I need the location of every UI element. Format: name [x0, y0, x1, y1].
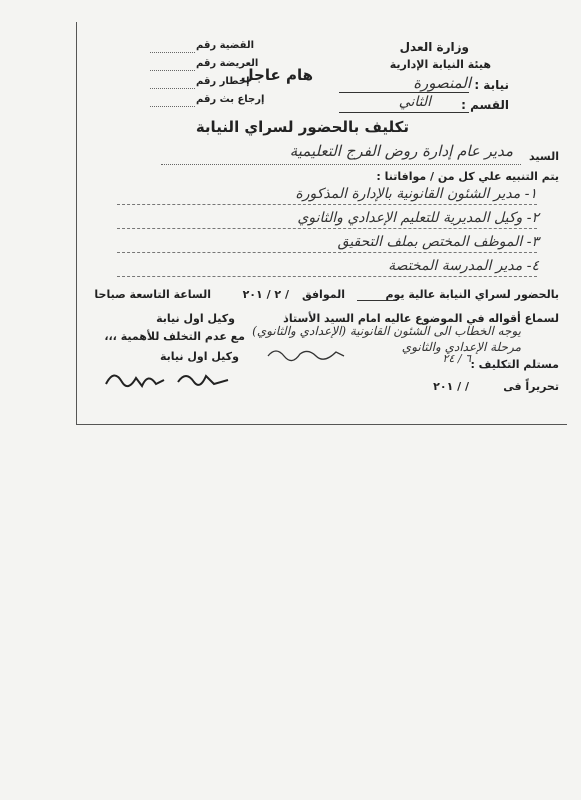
- signal-number-line: [150, 106, 195, 107]
- receiver-signature: [266, 344, 346, 368]
- addressee-label: السيد: [529, 150, 559, 163]
- attendance-time: الساعة التاسعة صباحا: [94, 288, 211, 301]
- urgent-label: هام عاجل: [240, 66, 313, 84]
- list-item-line: [117, 204, 537, 205]
- petition-number-line: [150, 70, 195, 71]
- attendance-text: بالحضور لسراي النيابة عالية يوم: [385, 288, 559, 301]
- attendance-agreed: الموافق: [301, 288, 345, 301]
- list-item: ٣- الموظف المختص بملف التحقيق: [337, 234, 539, 250]
- list-item-line: [117, 228, 537, 229]
- list-item-line: [117, 276, 537, 277]
- notice-number-label: إخطار رقم: [196, 76, 250, 87]
- section-line: [339, 112, 469, 113]
- prosecution-line: [339, 92, 469, 93]
- instruction-text: يتم التنبيه علي كل من / موافاتنا :: [376, 170, 559, 183]
- receiver-label: مستلم التكليف :: [470, 358, 559, 371]
- attendance-day-line: [357, 300, 397, 301]
- ministry-name: وزارة العدل: [399, 40, 469, 54]
- prosecution-label: نيابة :: [474, 78, 509, 92]
- addressee-line: [161, 164, 521, 165]
- hearing-text: لسماع أقواله في الموضوع عاليه امام السيد الأستاذ: [283, 312, 559, 325]
- section-label: القسم :: [461, 98, 509, 112]
- written-label: تحريراً فى: [503, 380, 559, 393]
- document-title: تكليف بالحضور لسراي النيابة: [195, 118, 409, 136]
- prosecution-value: المنصورة: [413, 74, 471, 92]
- prosecutor-signature: [102, 362, 232, 400]
- addressee-value: مدير عام إدارة روض الفرج التعليمية: [289, 142, 513, 160]
- petition-number-label: العريضة رقم: [196, 58, 259, 69]
- attendance-date: / ٢ / ٢٠١: [242, 288, 289, 301]
- case-number-line: [150, 52, 195, 53]
- receiver-date: ٦ / ٢٤: [442, 352, 471, 365]
- hearing-note-continued: مرحلة الإعدادي والثانوي: [401, 340, 521, 354]
- list-item-line: [117, 252, 537, 253]
- signal-number-label: إرجاع بث رقم: [196, 94, 265, 105]
- list-item: ١- مدير الشئون القانونية بالإدارة المذكورة: [295, 186, 537, 202]
- warning-text: مع عدم التخلف للأهمية ،،،: [104, 330, 245, 343]
- authority-name: هيئة النيابة الإدارية: [389, 58, 491, 71]
- list-item: ٤- مدير المدرسة المختصة: [388, 258, 539, 274]
- prosecutor-title: وكيل اول نيابة: [156, 312, 235, 325]
- case-number-label: القضية رقم: [196, 40, 255, 51]
- section-value: الثاني: [398, 94, 431, 110]
- signature-title: وكيل اول نيابة: [160, 350, 239, 363]
- written-date: / / ٢٠١: [433, 380, 469, 393]
- list-item: ٢- وكيل المديرية للتعليم الإعدادي والثانوي: [297, 210, 539, 226]
- notice-number-line: [150, 88, 195, 89]
- hearing-note: يوجه الخطاب الى الشئون القانونية (الإعدادي والثانوي): [252, 324, 521, 338]
